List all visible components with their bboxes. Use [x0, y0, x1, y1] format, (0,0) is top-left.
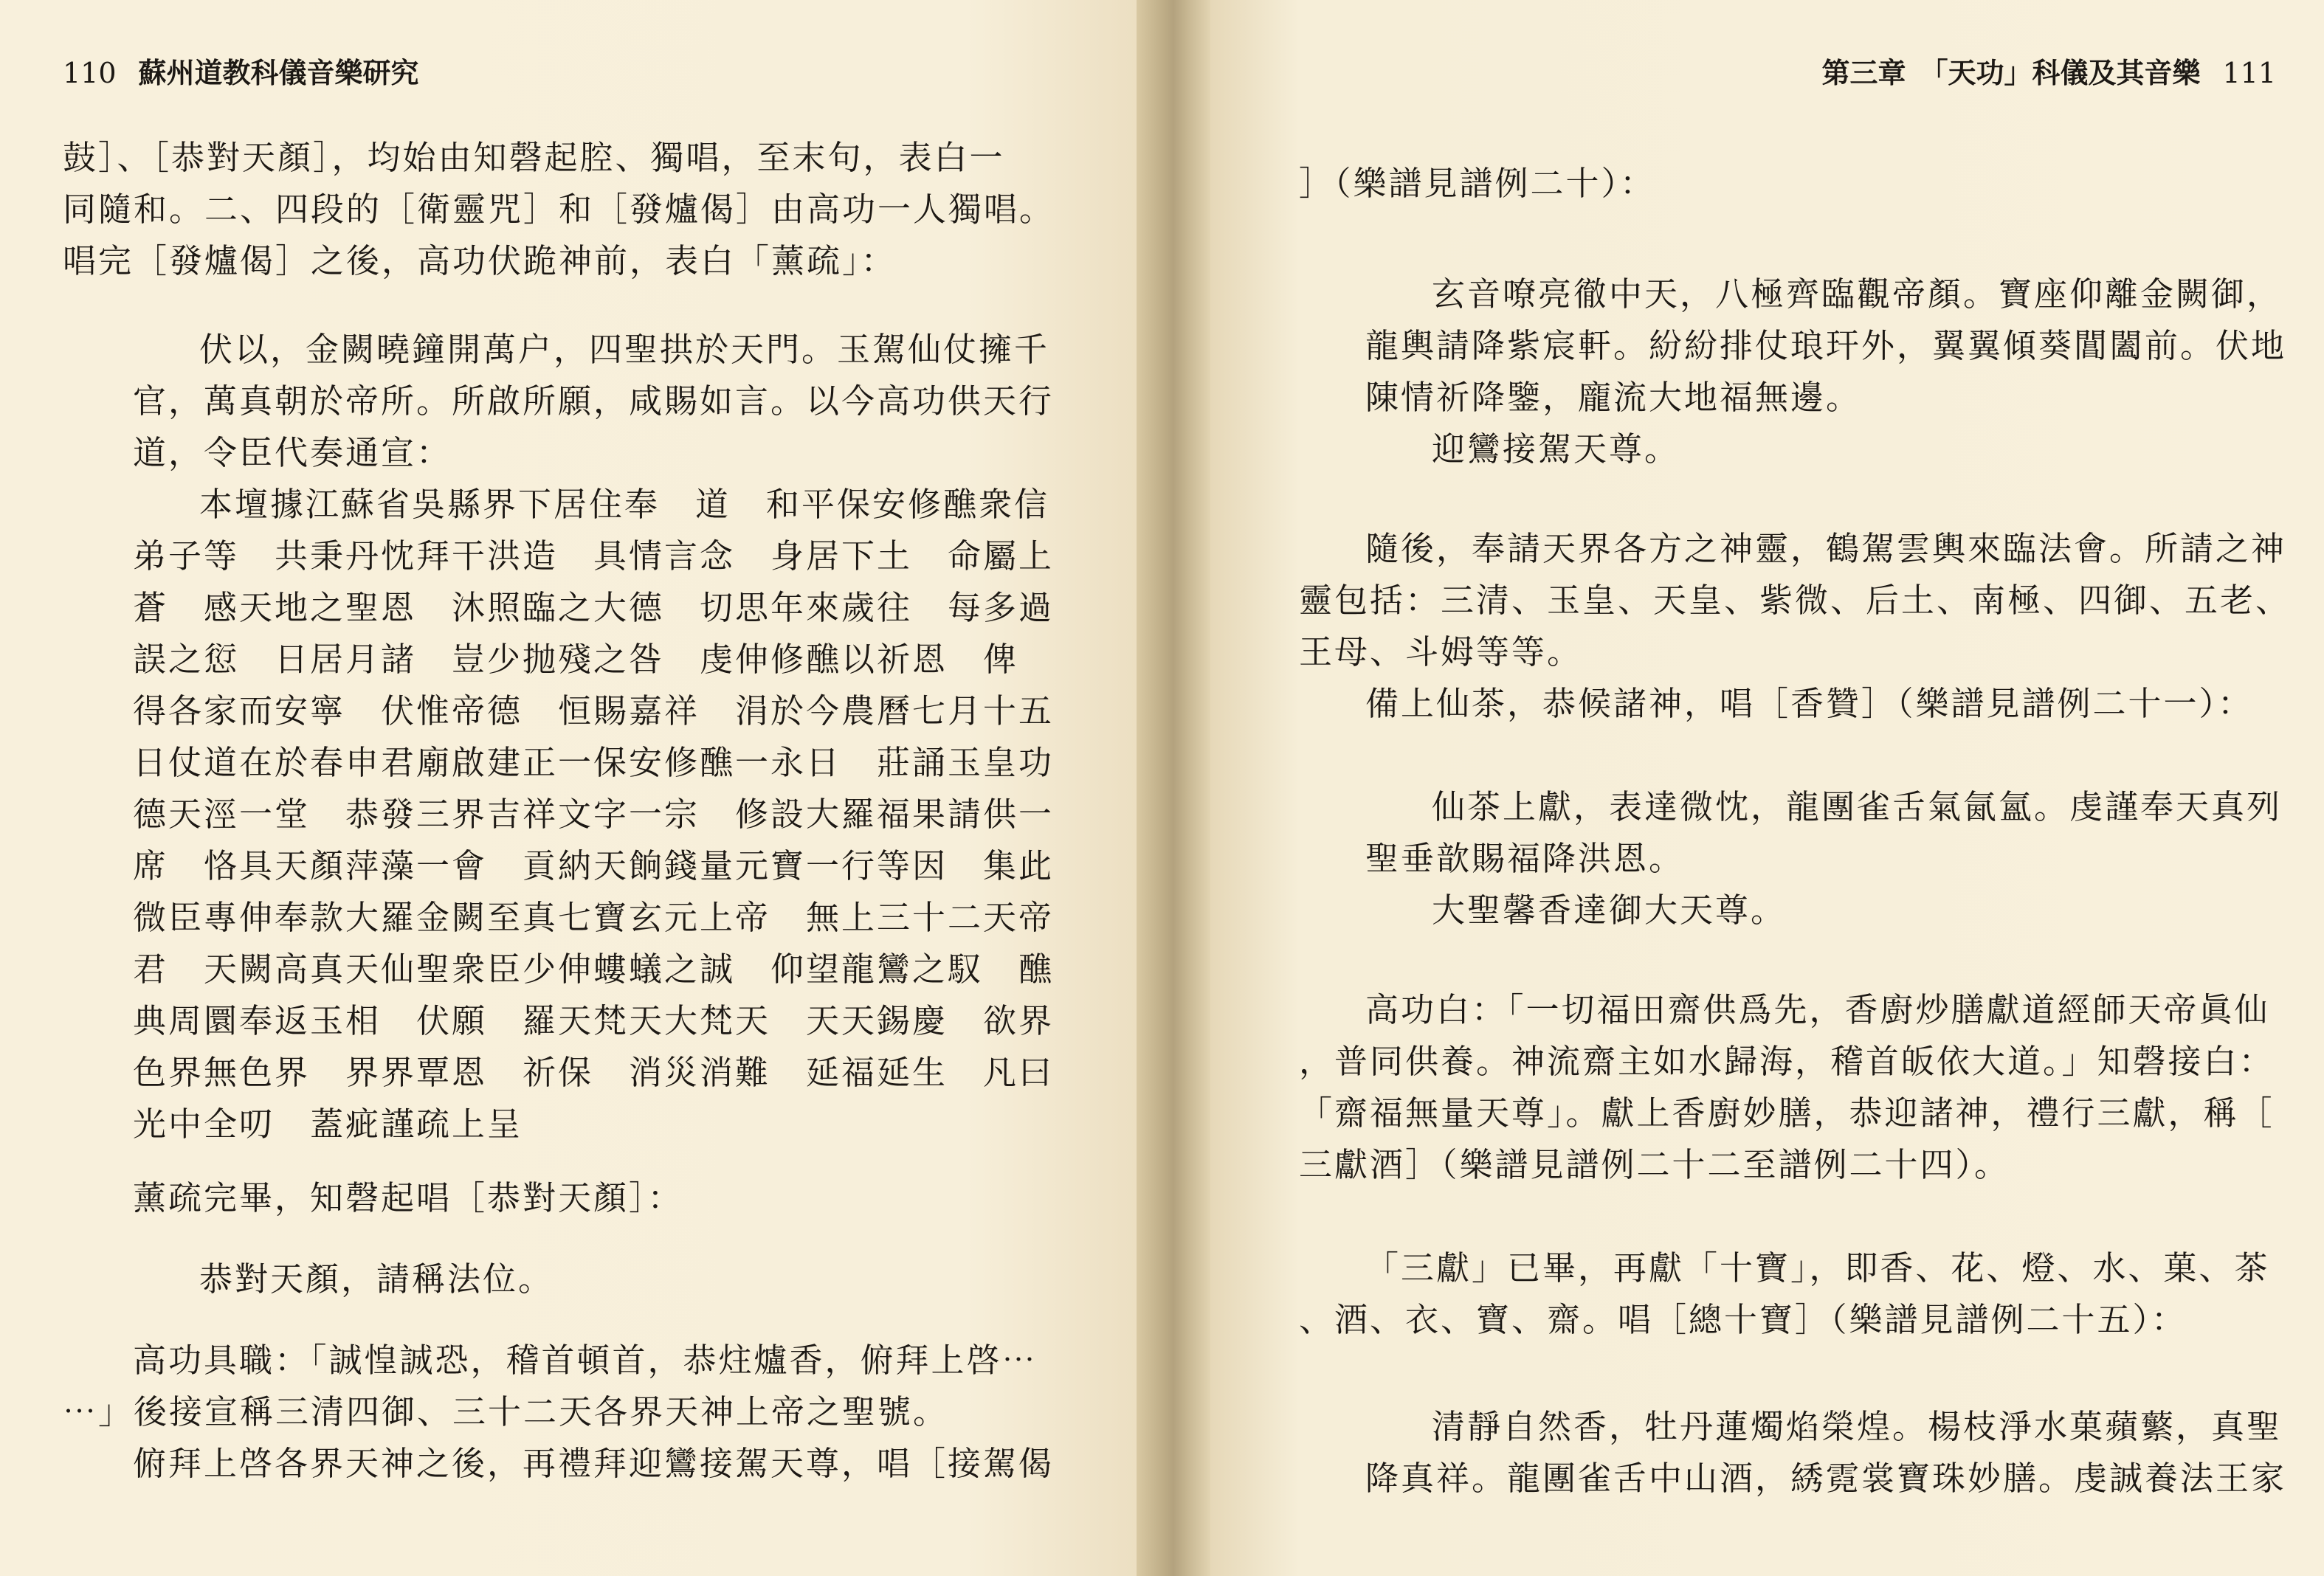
text-line: 「三獻」已畢，再獻「十寶」，即香、花、燈、水、菓、茶 [1365, 1248, 2270, 1288]
text-line: 「齋福無量天尊」。獻上香廚妙膳，恭迎諸神，禮行三獻，稱［ [1299, 1093, 2275, 1133]
text-line: 薰疏完畢，知磬起唱［恭對天顏］： [133, 1178, 683, 1217]
text-line: 高功白：「一切福田齋供爲先，香廚炒膳獻道經師天帝眞仙 [1365, 990, 2270, 1029]
text-line: 典周圜奉返玉相 伏願 羅天梵天大梵天 天天錫慶 欲界 [133, 1001, 1055, 1040]
right-page-number: 111 [2222, 57, 2276, 89]
text-line: 玄音嘹亮徹中天，八極齊臨觀帝顏。寶座仰離金闕御， [1432, 274, 2283, 314]
book-gutter [1137, 0, 1210, 1576]
text-line: 王母、斗姆等等。 [1299, 632, 1583, 671]
text-line: 蒼 感天地之聖恩 沐照臨之大德 切思年來歲往 每多過 [133, 588, 1055, 627]
text-line: 俯拜上啓各界天神之後，再禮拜迎鸞接駕天尊，唱［接駕偈 [133, 1444, 1055, 1483]
text-line: 陳情祈降鑒，龐流大地福無邊。 [1365, 378, 1862, 417]
text-line: 誤之愆 日居月諸 豈少抛殘之咎 虔伸修醮以祈恩 俾 [133, 640, 1019, 679]
text-line: 高功具職：「誠惶誠恐，稽首頓首，恭炷爐香，俯拜上啓⋯ [133, 1341, 1038, 1380]
text-line: 得各家而安寧 伏惟帝德 恒賜嘉祥 涓於今農曆七月十五 [133, 691, 1055, 730]
text-line: 君 天闕高真天仙聖衆臣少伸螻蟻之誠 仰望龍鸞之馭 醮 [133, 950, 1055, 989]
text-line: 本壇據江蘇省吳縣界下居住奉 道 和平保安修醮衆信 [199, 485, 1050, 524]
text-line: ］（樂譜見譜例二十）： [1299, 164, 1656, 203]
right-running-title: 第三章 「天功」科儀及其音樂 [1821, 56, 2201, 89]
text-line: 唱完［發爐偈］之後，高功伏跪神前，表白「薰疏」： [63, 241, 897, 280]
text-line: 三獻酒］（樂譜見譜例二十二至譜例二十四）。 [1299, 1145, 2010, 1184]
text-line: 席 恪具天顏萍藻一會 貢納天餉錢量元寶一行等因 集此 [133, 846, 1055, 885]
text-line: 清靜自然香，牡丹蓮燭焰榮煌。楊枝淨水菓蘋蘩，真聖 [1432, 1407, 2283, 1446]
right-running-header [1821, 50, 2276, 91]
text-line: 仙茶上獻，表達微忱，龍團雀舌氣氤氳。虔謹奉天真列 [1432, 787, 2283, 826]
text-line: 伏以，金闕曉鐘開萬户，四聖拱於天門。玉駕仙仗擁千 [199, 330, 1050, 369]
left-running-header [63, 50, 419, 91]
text-line: ⋯」後接宣稱三清四御、三十二天各界天神上帝之聖號。 [63, 1392, 949, 1431]
left-page-number: 110 [63, 57, 117, 89]
text-line: 聖垂歆賜福降洪恩。 [1365, 839, 1685, 878]
text-line: 靈包括：三清、玉皇、天皇、紫微、后土、南極、四御、五老、 [1299, 581, 2292, 620]
text-line: 降真祥。龍團雀舌中山酒，綉霓裳寶珠妙膳。虔誠養法王家 [1365, 1459, 2287, 1498]
text-line: 隨後，奉請天界各方之神靈，鶴駕雲輿來臨法會。所請之神 [1365, 529, 2287, 568]
text-line: 道，令臣代奏通宣： [133, 433, 452, 472]
text-line: 官，萬真朝於帝所。所啟所願，咸賜如言。以今高功供天行 [133, 381, 1055, 421]
text-line: 、酒、衣、寶、齋。唱［總十寶］（樂譜見譜例二十五）： [1299, 1300, 2187, 1339]
text-line: 備上仙茶，恭候諸神，唱［香贊］（樂譜見譜例二十一）： [1365, 684, 2254, 723]
text-line: 迎鸞接駕天尊。 [1432, 429, 1680, 469]
text-line: ，普同供養。神流齋主如水歸海，稽首皈依大道。」知磬接白： [1299, 1042, 2275, 1081]
text-line: 同隨和。二、四段的［衛靈咒］和［發爐偈］由高功一人獨唱。 [63, 190, 1055, 229]
text-line: 鼓］、［恭對天顏］，均始由知磬起腔、獨唱，至末句，表白一 [63, 138, 1005, 177]
text-line: 日仗道在於春申君廟啟建正一保安修醮一永日 莊誦玉皇功 [133, 743, 1055, 782]
text-line: 龍輿請降紫宸軒。紛紛排仗琅玕外，翼翼傾葵閶闔前。伏地 [1365, 326, 2287, 365]
left-running-title: 蘇州道教科儀音樂研究 [138, 56, 419, 89]
text-line: 大聖馨香達御大天尊。 [1432, 891, 1787, 930]
text-line: 光中全叨 蓋疵謹疏上呈 [133, 1105, 523, 1144]
text-line: 微臣專伸奉款大羅金闕至真七寶玄元上帝 無上三十二天帝 [133, 898, 1055, 937]
text-line: 恭對天顏，請稱法位。 [199, 1259, 554, 1299]
text-line: 德天涇一堂 恭發三界吉祥文字一宗 修設大羅福果請供一 [133, 795, 1055, 834]
text-line: 弟子等 共秉丹忱拜干洪造 具情言念 身居下土 命屬上 [133, 536, 1055, 576]
text-line: 色界無色界 界界覃恩 祈保 消災消難 延福延生 凡曰 [133, 1053, 1055, 1092]
